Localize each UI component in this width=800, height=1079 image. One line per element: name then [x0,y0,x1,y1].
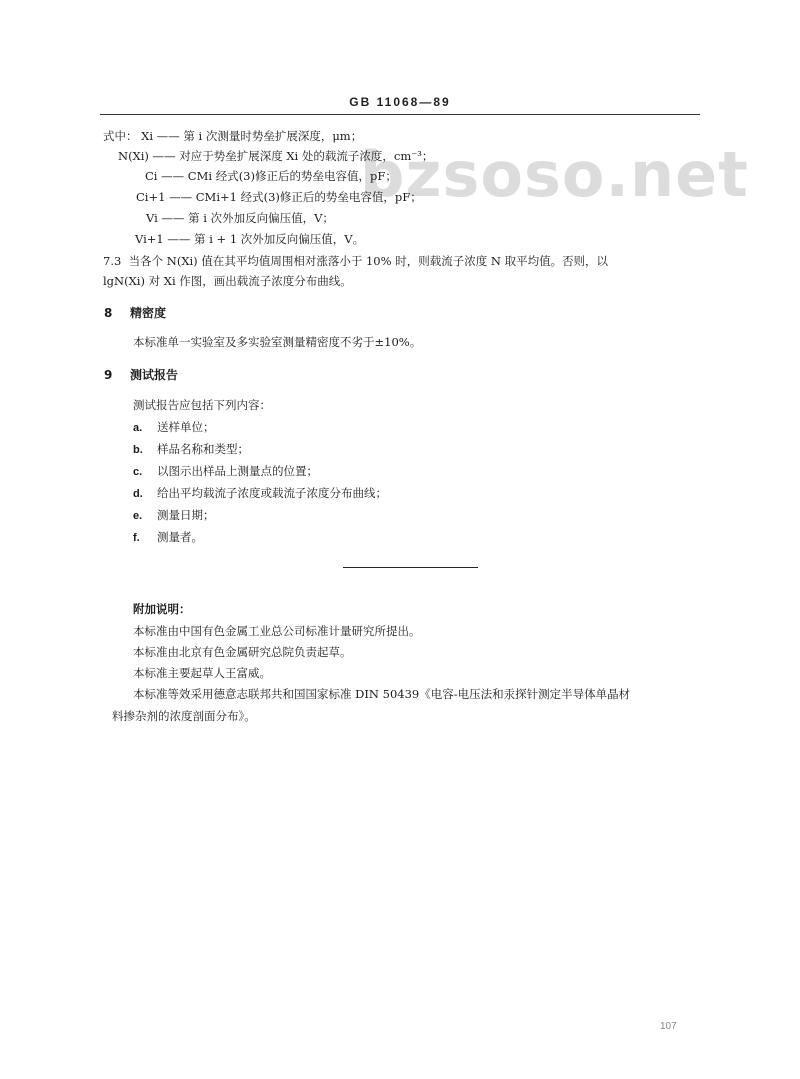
clause-7-3 [103,253,608,269]
clause-text: 当各个 N(Xi) 值在其平均值周围相对涨落小于 10% 时，则载流子浓度 N 取平均值。否则，以 [128,254,609,268]
section-9-intro: 测试报告应包括下列内容： [133,398,271,412]
definition-line: Vi+1 —— 第 i + 1 次外加反向偏压值，V。 [135,232,365,246]
section-number: 9 [104,368,113,382]
item-text: 测量日期； [157,508,215,522]
notes-title: 附加说明： [133,602,191,616]
definition-line: Ci+1 —— CMi+1 经式(3)修正后的势垒电容值，pF； [136,190,422,204]
list-item [133,419,215,436]
section-title: 精密度 [130,306,167,320]
definition-line: 式中： Xi —— 第 i 次测量时势垒扩展深度，μm； [103,129,363,143]
item-text: 样品名称和类型； [157,442,249,456]
list-item [133,485,387,502]
watermark: bzsoso.net [360,138,749,211]
section-divider [343,567,478,568]
item-text: 送样单位； [157,420,215,434]
note-line: 本标准由北京有色金属研究总院负责起草。 [133,645,352,659]
clause-7-3-continuation: lgN(Xi) 对 Xi 作图，画出载流子浓度分布曲线。 [103,274,352,288]
header-rule [100,114,700,115]
item-letter: a. [133,422,143,434]
definition-line: Vi —— 第 i 次外加反向偏压值，V； [146,211,334,225]
definition-line: Ci —— CMi 经式(3)修正后的势垒电容值，pF； [145,169,397,183]
section-number: 8 [104,306,113,320]
note-line: 本标准由中国有色金属工业总公司标准计量研究所提出。 [133,624,421,638]
list-item [133,463,318,480]
item-text: 以图示出样品上测量点的位置； [157,464,318,478]
item-letter: d. [133,488,143,500]
standard-number-header: GB 11068—89 [349,95,451,109]
note-line: 料掺杂剂的浓度剖面分布》。 [112,709,256,723]
item-letter: c. [133,466,143,478]
page-number: 107 [660,1021,677,1032]
definition-line: N(Xi) —— 对应于势垒扩展深度 Xi 处的载流子浓度，cm⁻³； [118,149,434,163]
list-item [133,441,249,458]
item-text: 给出平均载流子浓度或载流子浓度分布曲线； [157,486,387,500]
section-9-heading [104,367,178,383]
section-8-text: 本标准单一实验室及多实验室测量精密度不劣于±10%。 [133,335,422,349]
note-line: 本标准等效采用德意志联邦共和国国家标准 DIN 50439《电容-电压法和汞探针测定半导体单晶材 [133,687,631,701]
list-item [133,529,203,546]
list-item [133,507,215,524]
note-line: 本标准主要起草人王富威。 [133,666,271,680]
section-8-heading [104,305,166,321]
item-text: 测量者。 [157,530,203,544]
item-letter: b. [133,444,143,456]
item-letter: f. [133,532,140,544]
clause-number: 7.3 [103,254,122,268]
section-title: 测试报告 [130,368,179,382]
item-letter: e. [133,510,143,522]
